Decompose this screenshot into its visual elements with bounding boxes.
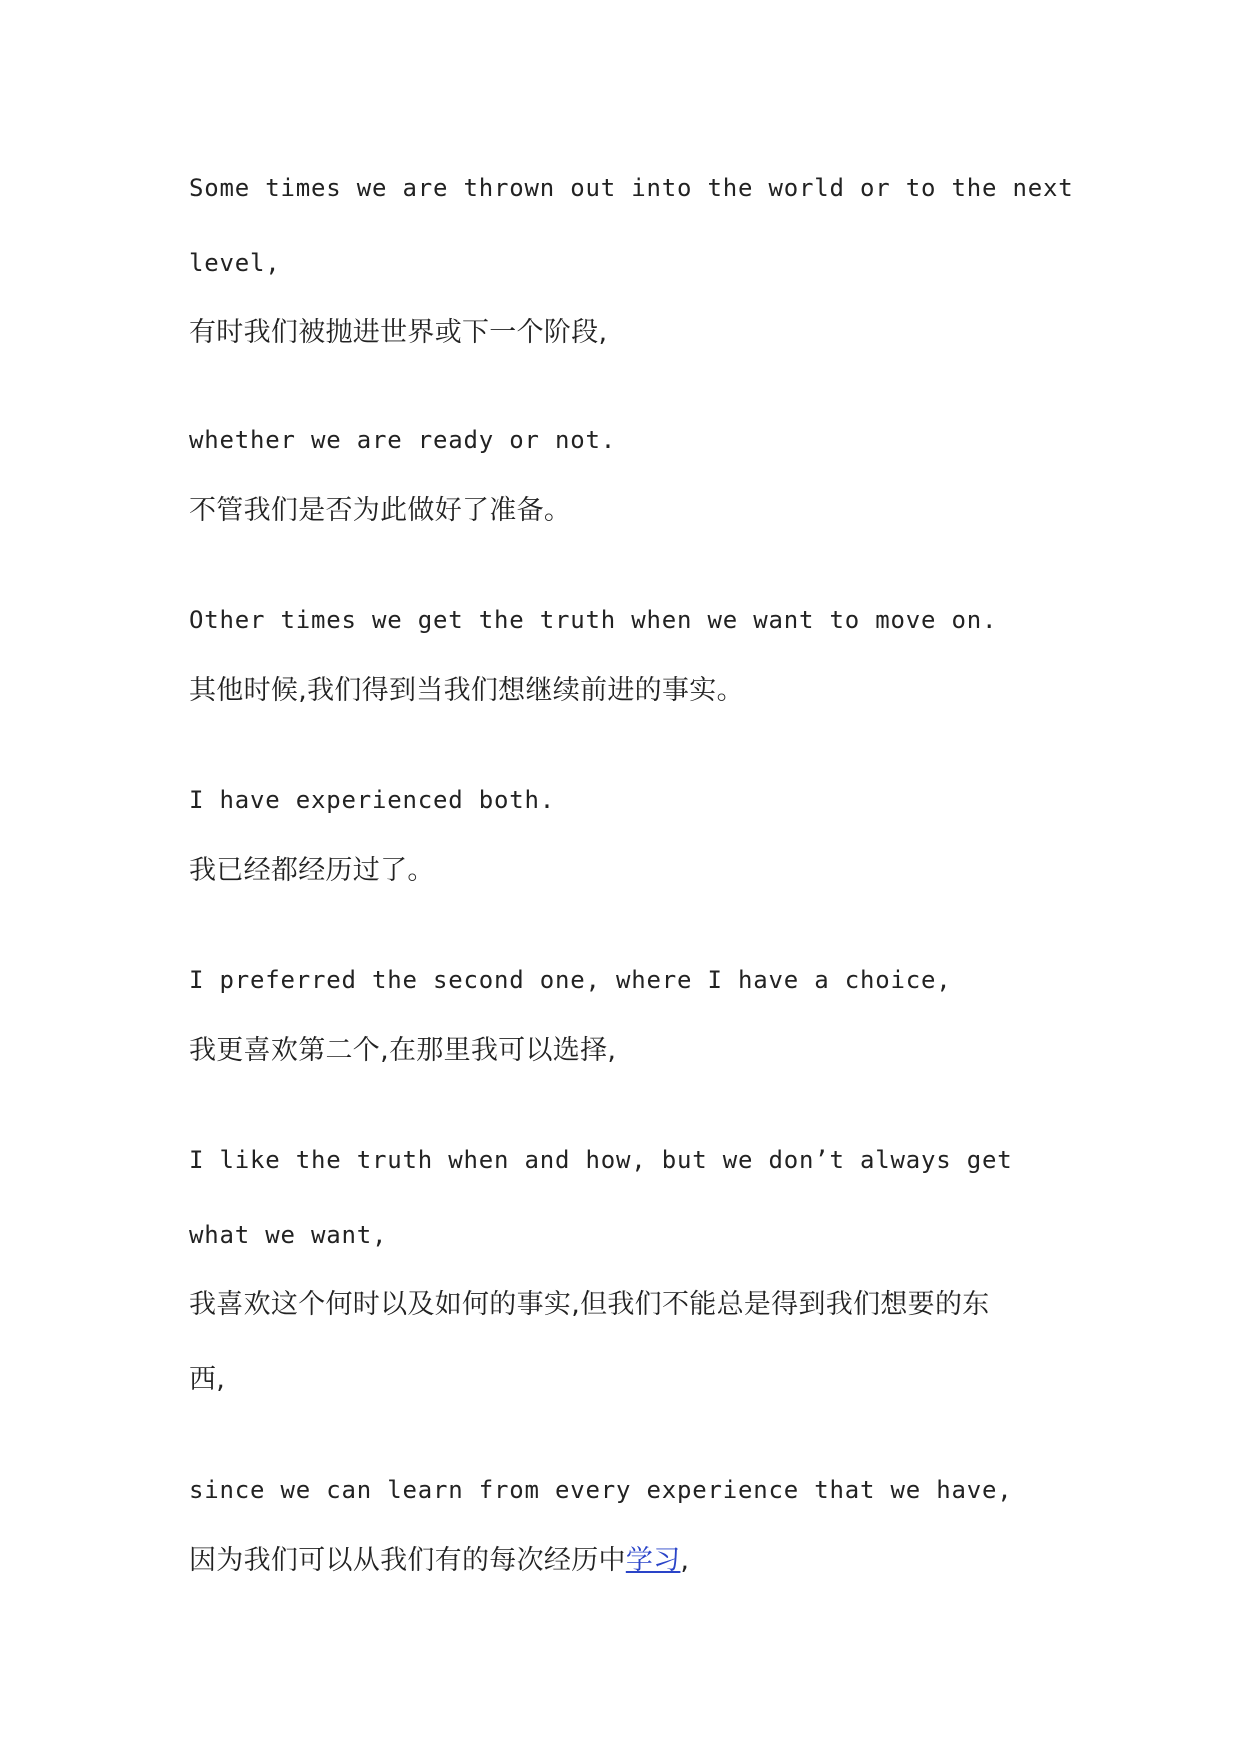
text-line: 我已经都经历过了。 [189, 855, 435, 886]
text-line: Some times we are thrown out into the world or to the next [189, 174, 1074, 202]
text-line: 其他时候,我们得到当我们想继续前进的事实。 [189, 675, 744, 706]
text-line: 西, [189, 1364, 226, 1395]
text-segment: , [680, 1545, 690, 1576]
text-line: whether we are ready or not. [189, 426, 616, 454]
text-line: level, [189, 249, 281, 277]
text-line-with-link [189, 1546, 689, 1576]
text-line: since we can learn from every experience that we have, [189, 1476, 1013, 1504]
learn-link[interactable]: 学习 [625, 1545, 681, 1576]
text-line: I like the truth when and how, but we don’t always get [189, 1146, 1013, 1174]
text-line: 我喜欢这个何时以及如何的事实,但我们不能总是得到我们想要的东 [189, 1289, 990, 1320]
text-line: I have experienced both. [189, 786, 555, 814]
text-line: 不管我们是否为此做好了准备。 [189, 495, 572, 526]
text-line: Other times we get the truth when we want to move on. [189, 606, 998, 634]
text-line: 我更喜欢第二个,在那里我可以选择, [189, 1035, 617, 1066]
text-line: 有时我们被抛进世界或下一个阶段, [189, 317, 608, 348]
text-line: I preferred the second one, where I have a choice, [189, 966, 952, 994]
text-segment: 因为我们可以从我们有的每次经历中 [189, 1545, 626, 1576]
text-line: what we want, [189, 1221, 388, 1249]
